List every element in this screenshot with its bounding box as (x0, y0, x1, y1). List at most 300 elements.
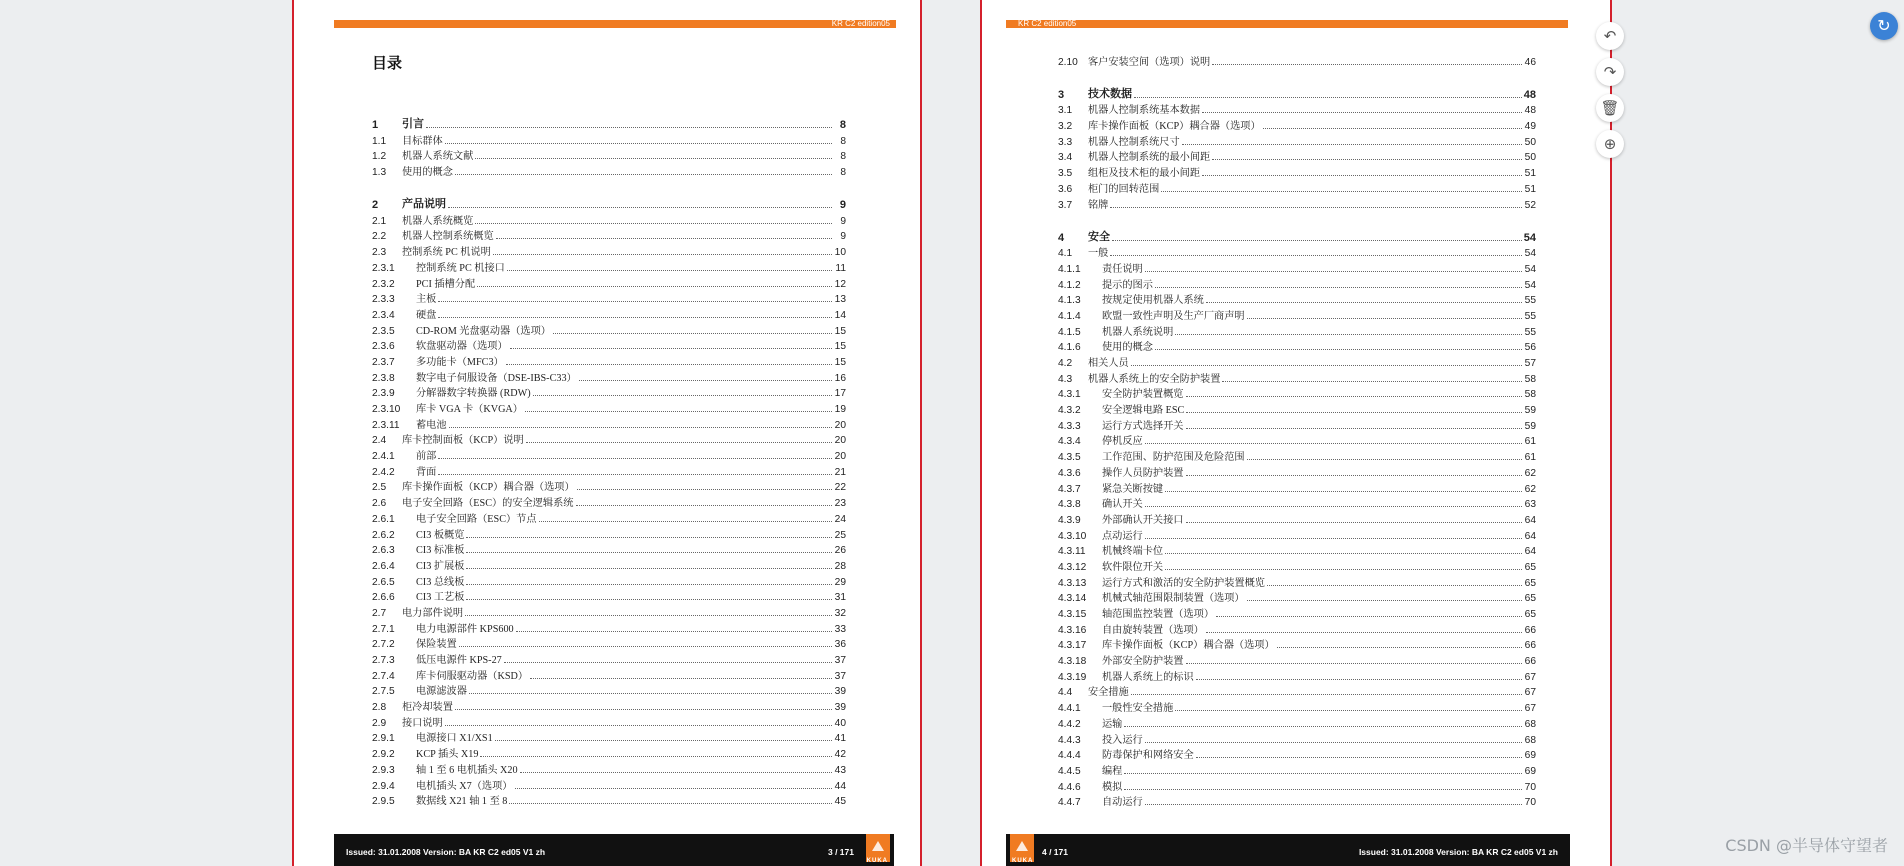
toc-entry-page: 64 (1524, 546, 1536, 558)
toc-entry[interactable] (372, 242, 846, 258)
toc-entry[interactable] (372, 110, 846, 131)
toc-entry-title: 库卡伺服驱动器（KSD） (416, 670, 529, 682)
toc-entry-number: 4.1.2 (1058, 279, 1081, 291)
toc-leader-dots (465, 615, 832, 616)
toc-entry[interactable] (1058, 730, 1536, 746)
toc-leader-dots (1165, 569, 1522, 570)
toc-entry-number: 3.2 (1058, 121, 1073, 133)
toc-leader-dots (459, 646, 832, 647)
toc-entry-page: 31 (834, 592, 846, 604)
toc-leader-dots (1110, 255, 1522, 256)
zoom-in-button[interactable] (1596, 130, 1624, 158)
toc-entry[interactable] (1058, 479, 1536, 495)
toc-entry[interactable] (1058, 604, 1536, 620)
toc-entry-number: 4.3.3 (1058, 420, 1081, 432)
toc-entry[interactable] (1058, 116, 1536, 132)
document-page-4 (980, 0, 1612, 866)
toc-entry-number: 1.2 (372, 151, 387, 163)
toc-entry[interactable] (1058, 793, 1536, 809)
toc-entry-number: 4.3.2 (1058, 405, 1081, 417)
toc-entry[interactable] (372, 368, 846, 384)
toc-entry-title: 电源接口 X1/XS1 (416, 733, 493, 745)
toc-entry[interactable] (372, 190, 846, 211)
toc-entry[interactable] (1058, 495, 1536, 511)
toc-entry-number: 2 (372, 199, 379, 212)
toc-entry-title: 引言 (402, 118, 424, 130)
toc-entry-page: 29 (834, 576, 846, 588)
toc-leader-dots (1247, 459, 1522, 460)
toc-entry-page: 14 (834, 309, 846, 321)
toc-entry-page: 9 (840, 215, 846, 227)
toc-entry[interactable] (1058, 385, 1536, 401)
toc-entry[interactable] (372, 493, 846, 509)
toc-title: 目录 (372, 55, 403, 72)
toc-entry-title: 分解器数字转换器 (RDW) (416, 388, 531, 400)
toc-entry-page: 54 (1524, 248, 1536, 260)
toc-leader-dots (530, 678, 832, 679)
toc-entry-page: 45 (834, 796, 846, 808)
toc-entry-title: 一般 (1088, 248, 1109, 260)
toc-leader-dots (1124, 789, 1522, 790)
toc-entry-page: 10 (834, 247, 846, 259)
toc-entry[interactable] (372, 776, 846, 792)
footer-page-number: 4 / 171 (1042, 847, 1068, 857)
toc-entry[interactable] (372, 541, 846, 557)
toc-entry-number: 1.3 (372, 167, 387, 179)
toc-entry-page: 51 (1524, 168, 1536, 180)
toc-entry[interactable] (1058, 746, 1536, 762)
toc-entry-page: 54 (1524, 263, 1536, 275)
toc-entry-title: 产品说明 (402, 198, 446, 211)
toc-leader-dots (1206, 302, 1522, 303)
toc-entry[interactable] (372, 162, 846, 178)
toc-leader-dots (1182, 144, 1522, 145)
toc-entry-title: 自由旋转装置（选项） (1102, 624, 1204, 636)
toc-entry[interactable] (372, 760, 846, 776)
toc-entry[interactable] (1058, 353, 1536, 369)
toc-leader-dots (1196, 679, 1522, 680)
toc-entry[interactable] (372, 431, 846, 447)
toc-leader-dots (1186, 522, 1523, 523)
toc-entry[interactable] (372, 258, 846, 274)
toc-leader-dots (1206, 632, 1522, 633)
toc-entry-number: 4.1.5 (1058, 326, 1081, 338)
toc-entry-page: 63 (1524, 499, 1536, 511)
toc-entry-number: 2.3.1 (372, 262, 395, 274)
toc-leader-dots (426, 127, 832, 128)
toc-entry-number: 2.3.2 (372, 278, 395, 290)
toc-entry-number: 4 (1058, 231, 1065, 244)
toc-entry[interactable] (1058, 573, 1536, 589)
toc-entry[interactable] (1058, 244, 1536, 260)
toc-leader-dots (1124, 773, 1522, 774)
toc-entry-number: 2.6 (372, 498, 387, 510)
toc-entry-number: 4.1.6 (1058, 342, 1081, 354)
toc-entry[interactable] (372, 729, 846, 745)
toc-leader-dots (1145, 506, 1522, 507)
toc-entry-number: 3.1 (1058, 105, 1073, 117)
toc-leader-dots (1145, 742, 1522, 743)
toc-leader-dots (1212, 64, 1522, 65)
toc-entry-page: 69 (1524, 765, 1536, 777)
toc-leader-dots (466, 599, 832, 600)
toc-entry[interactable] (1058, 667, 1536, 683)
toc-entry[interactable] (372, 227, 846, 243)
toc-entry-number: 2.4.2 (372, 466, 395, 478)
toc-entry-title: 运输 (1102, 718, 1123, 730)
toc-entry-page: 68 (1524, 718, 1536, 730)
rotate-left-button[interactable] (1596, 22, 1624, 50)
toc-entry[interactable] (1058, 163, 1536, 179)
toc-entry[interactable] (372, 337, 846, 353)
toc-entry[interactable] (372, 478, 846, 494)
toc-leader-dots (466, 552, 832, 553)
toc-entry[interactable] (372, 619, 846, 635)
toc-leader-dots (526, 442, 832, 443)
toc-leader-dots (509, 803, 832, 804)
toc-entry-number: 2.7.4 (372, 670, 395, 682)
toc-entry-number: 2.10 (1058, 56, 1078, 68)
toc-entry-number: 3.6 (1058, 183, 1073, 195)
toc-entry[interactable] (1058, 432, 1536, 448)
toc-entry[interactable] (1058, 275, 1536, 291)
toc-entry-title: 轴 1 至 6 电机插头 X20 (416, 764, 518, 776)
toc-entry-page: 33 (834, 623, 846, 635)
refresh-button[interactable] (1870, 12, 1898, 40)
toc-entry[interactable] (1058, 714, 1536, 730)
toc-entry[interactable] (372, 290, 846, 306)
delete-button[interactable] (1596, 94, 1624, 122)
toc-entry-page: 59 (1524, 420, 1536, 432)
toc-entry-title: 操作人员防护装置 (1102, 467, 1184, 479)
toc-leader-dots (1186, 663, 1523, 664)
toc-entry-page: 55 (1524, 326, 1536, 338)
toc-entry-title: 多功能卡（MFC3） (416, 356, 504, 368)
toc-entry-number: 4.4 (1058, 687, 1073, 699)
toc-leader-dots (1186, 396, 1523, 397)
toc-entry-title: 使用的概念 (402, 167, 453, 179)
toc-entry-title: 按规定使用机器人系统 (1102, 295, 1204, 307)
toc-entry[interactable] (1058, 777, 1536, 793)
toc-entry-page: 48 (1524, 105, 1536, 117)
toc-entry-title: 机器人系统概览 (402, 215, 474, 227)
toc-entry-title: 机器人系统说明 (1102, 326, 1174, 338)
toc-leader-dots (504, 662, 832, 663)
toc-entry-page: 20 (834, 419, 846, 431)
toc-entry-number: 4.3.13 (1058, 577, 1087, 589)
toc-entry[interactable] (1058, 369, 1536, 385)
toc-entry-title: 相关人员 (1088, 358, 1129, 369)
toc-leader-dots (1131, 365, 1522, 366)
toc-entry[interactable] (372, 572, 846, 588)
toc-entry-page: 20 (834, 435, 846, 447)
toc-leader-dots (1186, 428, 1523, 429)
toc-leader-dots (1165, 491, 1522, 492)
toc-entry-title: 电力电源部件 KPS600 (416, 623, 514, 635)
toc-entry-title: 提示的图示 (1102, 279, 1153, 291)
toc-entry-page: 22 (834, 482, 846, 494)
toc-entry[interactable] (1058, 306, 1536, 322)
toc-entry-title: 电力部件说明 (402, 607, 464, 619)
toc-leader-dots (576, 505, 833, 506)
toc-entry-number: 2.6.1 (372, 513, 395, 525)
toc-entry-page: 8 (840, 167, 846, 179)
toc-entry-title: 机器人系统上的安全防护装置 (1088, 373, 1221, 385)
toc-entry[interactable] (372, 635, 846, 651)
toc-entry[interactable] (1058, 416, 1536, 432)
toc-entry-number: 4.1.1 (1058, 263, 1081, 275)
toc-entry[interactable] (1058, 620, 1536, 636)
toc-entry-title: 点动运行 (1102, 530, 1143, 542)
toc-leader-dots (506, 364, 832, 365)
toc-entry-title: 铭牌 (1088, 199, 1109, 211)
toc-entry-page: 23 (834, 498, 846, 510)
toc-leader-dots (466, 584, 832, 585)
toc-entry[interactable] (1058, 447, 1536, 463)
toc-list (372, 108, 846, 807)
toc-entry-number: 4.3.11 (1058, 546, 1086, 558)
toc-entry-number: 2.2 (372, 231, 387, 243)
toc-entry[interactable] (1058, 761, 1536, 777)
toc-entry-number: 4.3 (1058, 373, 1073, 385)
toc-entry-page: 61 (1524, 436, 1536, 448)
toc-entry-title: 安全措施 (1088, 687, 1129, 699)
toc-leader-dots (1134, 97, 1522, 98)
toc-entry-number: 2.9.3 (372, 764, 395, 776)
toc-entry-page: 55 (1524, 310, 1536, 322)
toc-entry[interactable] (1058, 148, 1536, 164)
toc-entry-number: 2.7.1 (372, 623, 395, 635)
toc-leader-dots (480, 756, 832, 757)
toc-entry-number: 2.6.2 (372, 529, 395, 541)
toc-entry-number: 2.3 (372, 247, 387, 259)
toc-entry-number: 4.2 (1058, 358, 1073, 369)
toc-leader-dots (493, 254, 832, 255)
toc-entry[interactable] (1058, 80, 1536, 101)
footer-issued: Issued: 31.01.2008 Version: BA KR C2 ed05 V1 zh (1358, 847, 1558, 857)
toc-entry-number: 4.3.4 (1058, 436, 1081, 448)
toc-entry-title: 数字电子伺服设备（DSE-IBS-C33） (416, 372, 577, 384)
toc-entry[interactable] (372, 462, 846, 478)
toc-entry-page: 64 (1524, 514, 1536, 526)
toc-entry-page: 68 (1524, 734, 1536, 746)
toc-entry[interactable] (372, 744, 846, 760)
toc-entry[interactable] (1058, 195, 1536, 211)
page-footer (334, 834, 894, 866)
toc-entry-title: 电子安全回路（ESC）的安全逻辑系统 (402, 498, 574, 510)
toc-entry-page: 17 (834, 388, 846, 400)
toc-entry[interactable] (372, 211, 846, 227)
toc-entry-title: 自动运行 (1102, 797, 1143, 809)
toc-entry-title: 蓄电池 (416, 419, 447, 431)
toc-entry-title: 机器人控制系统概览 (402, 231, 494, 243)
toc-entry[interactable] (372, 352, 846, 368)
toc-entry[interactable] (372, 321, 846, 337)
toc-entry[interactable] (1058, 542, 1536, 558)
toc-entry[interactable] (372, 399, 846, 415)
toc-leader-dots (1155, 349, 1522, 350)
toc-entry[interactable] (1058, 683, 1536, 699)
page-header-bar: KR C2 edition05 (1006, 20, 1568, 28)
toc-entry[interactable] (372, 305, 846, 321)
toc-entry[interactable] (372, 131, 846, 147)
toc-entry-page: 62 (1524, 467, 1536, 479)
toc-entry[interactable] (1058, 259, 1536, 275)
toc-entry-title: 机械式轴范围限制装置（选项） (1102, 593, 1245, 605)
toc-entry-page: 58 (1524, 389, 1536, 401)
toc-leader-dots (1212, 159, 1522, 160)
toc-entry-page: 64 (1524, 530, 1536, 542)
toc-entry[interactable] (372, 713, 846, 729)
toc-entry-title: PCI 插槽分配 (416, 278, 476, 290)
document-page-3 (292, 0, 922, 866)
toc-entry-title: 接口说明 (402, 717, 443, 729)
toc-entry-title: 停机反应 (1102, 436, 1143, 448)
toc-entry[interactable] (1058, 463, 1536, 479)
toc-entry[interactable] (372, 384, 846, 400)
toc-leader-dots (1124, 726, 1522, 727)
toc-entry-number: 3.7 (1058, 199, 1073, 211)
toc-entry-number: 2.6.3 (372, 545, 395, 557)
toc-entry-title: 软盘驱动器（选项） (416, 341, 508, 353)
toc-entry-title: KCP 插头 X19 (416, 749, 479, 761)
toc-entry[interactable] (1058, 510, 1536, 526)
toc-leader-dots (466, 568, 832, 569)
toc-entry[interactable] (372, 274, 846, 290)
toc-entry-page: 67 (1524, 703, 1536, 715)
toc-leader-dots (1186, 412, 1522, 413)
toc-entry[interactable] (1058, 651, 1536, 667)
toc-entry-number: 2.9 (372, 717, 387, 729)
toc-entry-number: 2.3.4 (372, 309, 395, 321)
toc-leader-dots (516, 631, 832, 632)
toc-leader-dots (579, 380, 832, 381)
toc-entry-page: 41 (834, 733, 846, 745)
toc-entry-title: 运行方式和激活的安全防护装置概览 (1102, 577, 1265, 589)
toc-entry[interactable] (1058, 322, 1536, 338)
toc-entry[interactable] (1058, 179, 1536, 195)
toc-entry-number: 2.3.8 (372, 372, 395, 384)
toc-leader-dots (1263, 128, 1522, 129)
toc-entry-number: 4.4.4 (1058, 750, 1081, 762)
footer-issued: Issued: 31.01.2008 Version: BA KR C2 ed05 V1 zh (346, 847, 546, 857)
toc-leader-dots (533, 395, 832, 396)
toc-entry[interactable] (1058, 400, 1536, 416)
toc-entry-page: 37 (834, 670, 846, 682)
toc-entry-title: 安全逻辑电路 ESC (1102, 405, 1185, 417)
toc-entry[interactable] (1058, 526, 1536, 542)
toc-leader-dots (1175, 334, 1522, 335)
toc-entry[interactable] (372, 509, 846, 525)
toc-entry-page: 65 (1524, 609, 1536, 620)
toc-entry[interactable] (1058, 223, 1536, 244)
toc-entry[interactable] (1058, 132, 1536, 148)
toc-entry-title: 紧急关断按键 (1102, 483, 1164, 495)
toc-leader-dots (1247, 600, 1522, 601)
toc-entry-number: 3 (1058, 88, 1065, 101)
toc-entry-page: 40 (834, 717, 846, 729)
toc-entry-page: 39 (834, 702, 846, 714)
toc-entry[interactable] (372, 697, 846, 713)
toc-entry-title: 控制系统 PC 机接口 (416, 262, 505, 274)
toc-entry-number: 1.1 (372, 135, 387, 147)
toc-entry-number: 2.3.11 (372, 419, 400, 431)
toc-entry-title: 电源滤波器 (416, 686, 467, 698)
toc-entry-title: CD-ROM 光盘驱动器（选项） (416, 325, 551, 337)
toc-entry[interactable] (372, 588, 846, 604)
toc-entry-number: 2.9.2 (372, 749, 395, 761)
footer-page-number: 3 / 171 (828, 847, 854, 857)
toc-entry-page: 16 (834, 372, 846, 384)
toc-entry[interactable] (372, 666, 846, 682)
toc-entry[interactable] (372, 446, 846, 462)
toc-entry-page: 69 (1524, 750, 1536, 762)
toc-entry-number: 4.4.5 (1058, 765, 1081, 777)
rotate-right-button[interactable] (1596, 58, 1624, 86)
toc-entry[interactable] (1058, 698, 1536, 714)
toc-entry-title: 技术数据 (1088, 87, 1132, 100)
toc-entry-title: 数据线 X21 轴 1 至 8 (416, 796, 508, 808)
toc-entry-number: 4.4.6 (1058, 781, 1081, 793)
toc-entry-number: 4.3.14 (1058, 593, 1087, 605)
toc-entry-number: 4.3.1 (1058, 389, 1081, 401)
toc-entry-number: 4.4.3 (1058, 734, 1081, 746)
toc-entry[interactable] (1058, 291, 1536, 307)
watermark: CSDN @半导体守望者 (1725, 836, 1888, 855)
toc-entry[interactable] (1058, 636, 1536, 652)
toc-leader-dots (1247, 318, 1522, 319)
toc-entry[interactable] (372, 147, 846, 163)
toc-entry-number: 4.3.10 (1058, 530, 1087, 542)
toc-entry-number: 2.3.5 (372, 325, 395, 337)
toc-entry[interactable] (372, 792, 846, 808)
toc-entry-number: 3.3 (1058, 136, 1073, 148)
toc-entry-page: 15 (834, 325, 846, 337)
toc-entry-title: CI3 标准板 (416, 545, 465, 557)
toc-entry[interactable] (372, 415, 846, 431)
toc-entry[interactable] (1058, 338, 1536, 354)
toc-entry-page: 28 (834, 560, 846, 572)
toc-entry-page: 65 (1524, 577, 1536, 589)
toc-entry-number: 2.3.10 (372, 404, 401, 415)
toc-entry[interactable] (1058, 557, 1536, 573)
toc-entry[interactable] (372, 556, 846, 572)
toc-entry[interactable] (372, 650, 846, 666)
toc-entry-page: 21 (834, 466, 846, 478)
toc-leader-dots (1112, 240, 1522, 241)
toc-entry-title: 机械终端卡位 (1102, 546, 1164, 558)
toc-entry-number: 1 (372, 119, 379, 131)
toc-entry[interactable] (1058, 52, 1536, 68)
toc-entry[interactable] (1058, 101, 1536, 117)
toc-entry[interactable] (372, 603, 846, 619)
toc-entry-page: 58 (1524, 373, 1536, 385)
toc-entry-page: 8 (840, 151, 846, 163)
toc-leader-dots (475, 223, 832, 224)
toc-entry-page: 48 (1523, 88, 1536, 101)
toc-entry[interactable] (372, 525, 846, 541)
toc-entry-page: 8 (840, 135, 846, 147)
toc-entry[interactable] (372, 682, 846, 698)
toc-entry-title: 低压电源件 KPS-27 (416, 655, 502, 666)
toc-entry-number: 4.3.17 (1058, 640, 1087, 652)
toc-entry-number: 2.4.1 (372, 451, 395, 463)
toc-leader-dots (438, 458, 832, 459)
kuka-logo-text: KUKA (1012, 858, 1034, 864)
toc-entry[interactable] (1058, 589, 1536, 605)
toc-entry-page: 24 (834, 513, 846, 525)
delete-icon: 🗑 (1600, 100, 1620, 117)
